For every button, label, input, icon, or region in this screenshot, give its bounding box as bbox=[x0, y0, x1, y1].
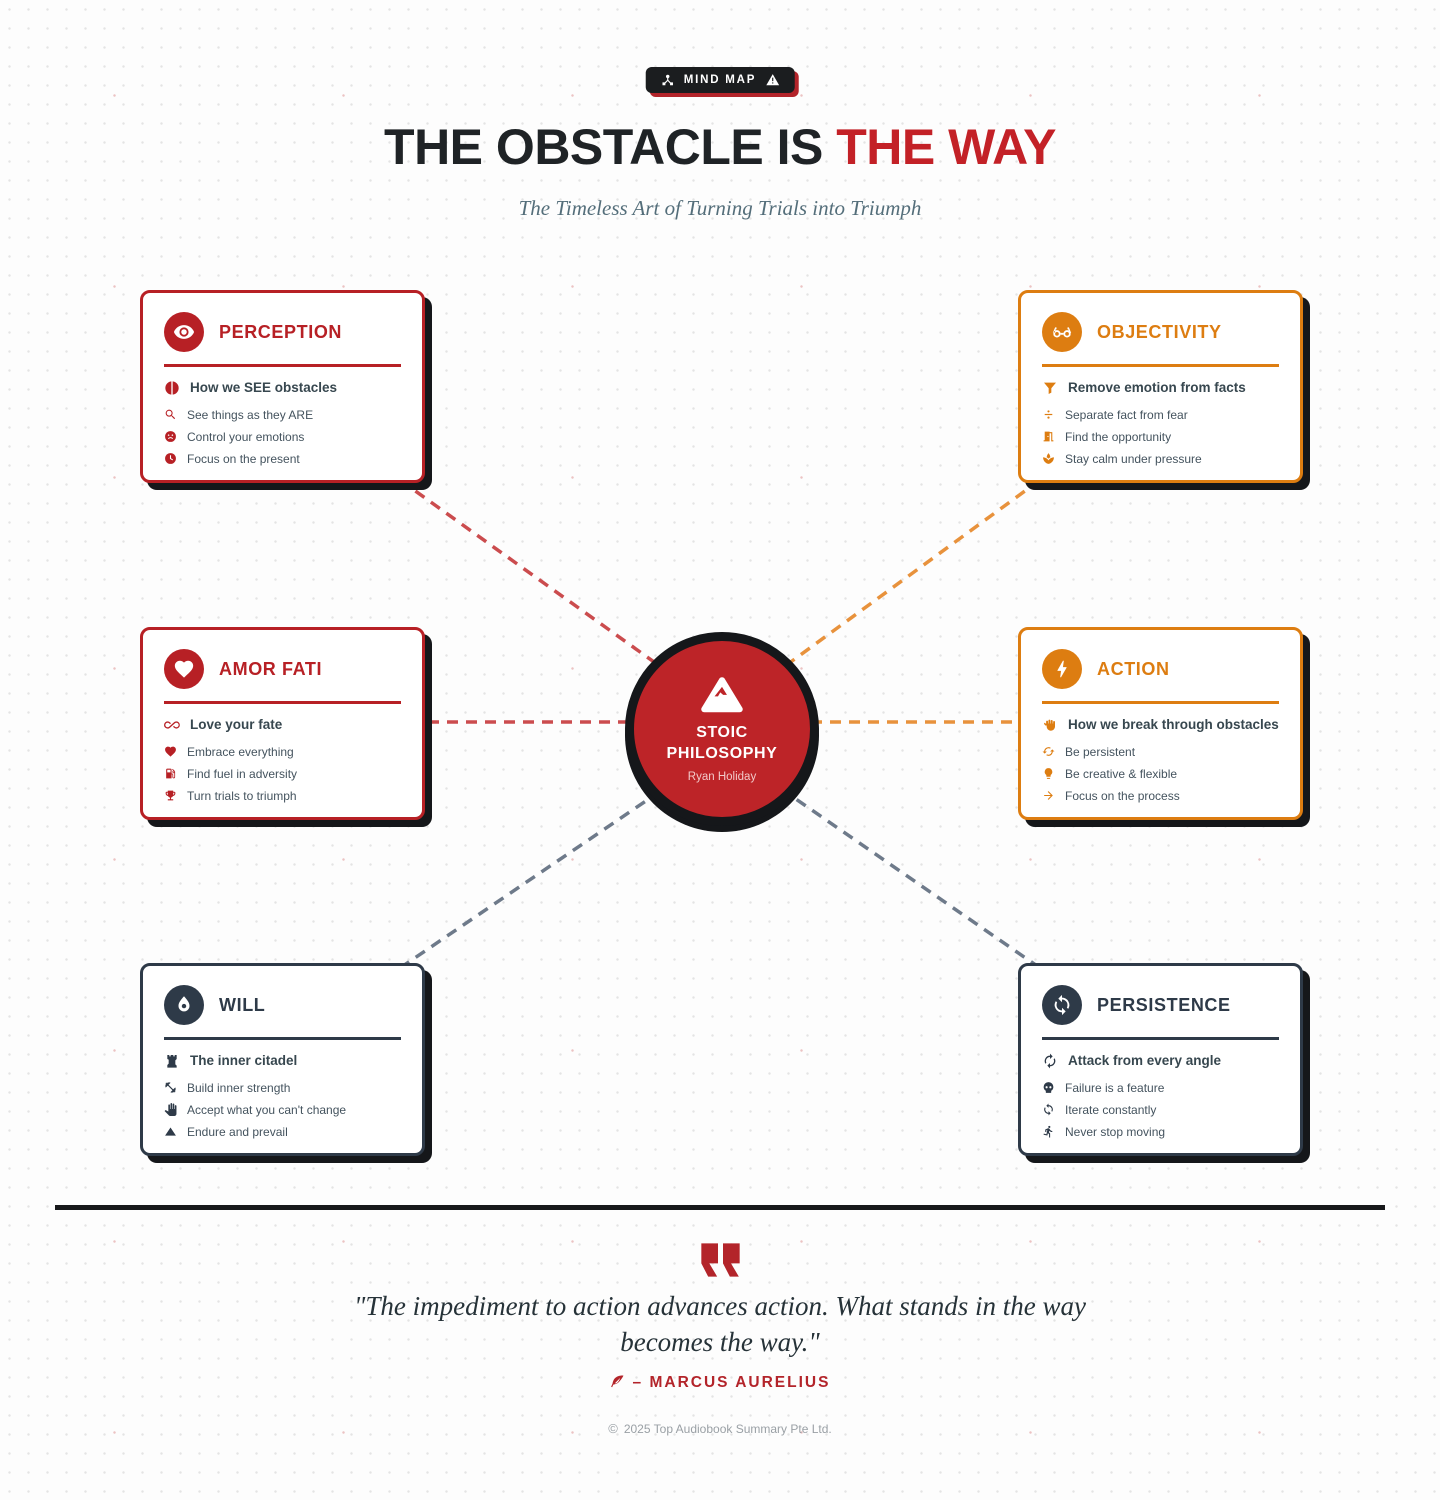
center-title bbox=[667, 723, 778, 765]
loop-icon bbox=[1042, 1103, 1055, 1116]
item-text: Iterate constantly bbox=[1065, 1102, 1157, 1117]
lotus-icon bbox=[1042, 452, 1055, 465]
card-title-objectivity: OBJECTIVITY bbox=[1097, 321, 1222, 342]
lead-text: How we SEE obstacles bbox=[190, 380, 338, 395]
repeat-icon bbox=[1042, 745, 1055, 758]
list-item bbox=[1042, 767, 1279, 781]
list-item bbox=[1042, 789, 1279, 803]
center-title-line2: PHILOSOPHY bbox=[666, 745, 778, 762]
warning-triangle-icon bbox=[765, 73, 779, 87]
item-text: Control your emotions bbox=[187, 429, 305, 444]
card-title-will: WILL bbox=[219, 994, 266, 1015]
bolt-icon bbox=[1042, 649, 1082, 689]
attribution-text: – MARCUS AURELIUS bbox=[632, 1374, 831, 1391]
list-item bbox=[164, 767, 401, 781]
heart-icon bbox=[164, 649, 204, 689]
lead-item bbox=[164, 717, 401, 733]
lead-text: Attack from every angle bbox=[1068, 1053, 1222, 1068]
list-item bbox=[1042, 430, 1279, 444]
card-will bbox=[140, 963, 425, 1156]
lead-item bbox=[164, 1053, 401, 1069]
lead-text: Remove emotion from facts bbox=[1068, 380, 1246, 395]
lead-item bbox=[1042, 717, 1279, 733]
card-amor-fati bbox=[140, 627, 425, 820]
item-text: Be persistent bbox=[1065, 744, 1136, 759]
item-text: Focus on the process bbox=[1065, 788, 1180, 803]
item-text: Endure and prevail bbox=[187, 1124, 288, 1139]
divide-icon bbox=[1042, 408, 1055, 421]
connector-objectivity bbox=[777, 480, 1040, 672]
item-text: Failure is a feature bbox=[1065, 1080, 1165, 1095]
infinity-icon bbox=[164, 717, 180, 733]
lead-item bbox=[164, 380, 401, 396]
heart-icon bbox=[164, 745, 177, 758]
inner-flame-icon bbox=[164, 985, 204, 1025]
badge-label: MIND MAP bbox=[683, 74, 757, 86]
rook-icon bbox=[164, 1053, 180, 1069]
list-item bbox=[164, 408, 401, 422]
lead-text: Love your fate bbox=[190, 717, 283, 732]
skull-icon bbox=[1042, 1081, 1055, 1094]
glasses-icon bbox=[1042, 312, 1082, 352]
card-title-amor-fati: AMOR FATI bbox=[219, 658, 323, 679]
list-item bbox=[164, 452, 401, 466]
item-text: Build inner strength bbox=[187, 1080, 291, 1095]
card-divider bbox=[1042, 364, 1279, 367]
title-accent: THE WAY bbox=[836, 119, 1056, 175]
sad-face-icon bbox=[164, 430, 177, 443]
list-item bbox=[1042, 408, 1279, 422]
bulb-icon bbox=[1042, 767, 1055, 780]
door-icon bbox=[1042, 430, 1055, 443]
fist-icon bbox=[1042, 717, 1058, 733]
card-persistence bbox=[1018, 963, 1303, 1156]
list-item bbox=[164, 789, 401, 803]
card-divider bbox=[164, 701, 401, 704]
item-text: Turn trials to triumph bbox=[187, 788, 297, 803]
item-text: Find fuel in adversity bbox=[187, 766, 298, 781]
title-prefix: THE OBSTACLE IS bbox=[384, 119, 823, 175]
card-divider bbox=[1042, 701, 1279, 704]
eye-icon bbox=[164, 312, 204, 352]
network-icon bbox=[661, 73, 675, 87]
list-item bbox=[164, 1081, 401, 1095]
lead-item bbox=[1042, 1053, 1279, 1069]
item-text: Separate fact from fear bbox=[1065, 407, 1188, 422]
dumbbell-icon bbox=[164, 1081, 177, 1094]
mind-map-badge bbox=[646, 67, 795, 93]
card-title-persistence: PERSISTENCE bbox=[1097, 994, 1231, 1015]
item-text: Be creative & flexible bbox=[1065, 766, 1178, 781]
item-text: Embrace everything bbox=[187, 744, 294, 759]
sync-icon bbox=[1042, 985, 1082, 1025]
list-item bbox=[1042, 745, 1279, 759]
card-title-perception: PERCEPTION bbox=[219, 321, 343, 342]
palm-icon bbox=[164, 1103, 177, 1116]
list-item bbox=[1042, 452, 1279, 466]
mountain-icon bbox=[164, 1125, 177, 1138]
list-item bbox=[1042, 1103, 1279, 1117]
item-text: Never stop moving bbox=[1065, 1124, 1166, 1139]
card-objectivity bbox=[1018, 290, 1303, 483]
item-text: Stay calm under pressure bbox=[1065, 451, 1202, 466]
gas-pump-icon bbox=[164, 767, 177, 780]
connector-will bbox=[400, 788, 665, 968]
copyright-text: 2025 Top Audiobook Summary Pte Ltd. bbox=[623, 1422, 832, 1436]
rotate-icon bbox=[1042, 1053, 1058, 1069]
center-title-line1: STOIC bbox=[696, 724, 748, 742]
item-text: Focus on the present bbox=[187, 451, 300, 466]
list-item bbox=[164, 430, 401, 444]
card-title-action: ACTION bbox=[1097, 658, 1170, 679]
clock-icon bbox=[164, 452, 177, 465]
trophy-icon bbox=[164, 789, 177, 802]
quote-text: "The impediment to action advances action. What stands in the way becomes the way." bbox=[354, 1291, 1086, 1358]
copyright-icon: © bbox=[608, 1421, 618, 1436]
item-text: Find the opportunity bbox=[1065, 429, 1172, 444]
mountain-icon bbox=[698, 675, 746, 717]
list-item bbox=[1042, 1125, 1279, 1139]
item-text: See things as they ARE bbox=[187, 407, 314, 422]
card-divider bbox=[1042, 1037, 1279, 1040]
page-subtitle: The Timeless Art of Turning Trials into Triumph bbox=[518, 196, 922, 220]
center-node-stoic-philosophy bbox=[625, 632, 819, 826]
card-perception bbox=[140, 290, 425, 483]
connector-perception bbox=[400, 480, 668, 672]
card-divider bbox=[164, 364, 401, 367]
lead-item bbox=[1042, 380, 1279, 396]
card-divider bbox=[164, 1037, 401, 1040]
runner-icon bbox=[1042, 1125, 1055, 1138]
list-item bbox=[164, 1125, 401, 1139]
center-author: Ryan Holiday bbox=[687, 770, 757, 783]
list-item bbox=[164, 745, 401, 759]
card-action bbox=[1018, 627, 1303, 820]
lead-text: How we break through obstacles bbox=[1068, 717, 1279, 732]
lead-text: The inner citadel bbox=[190, 1053, 298, 1068]
contrast-icon bbox=[164, 380, 180, 396]
item-text: Accept what you can't change bbox=[187, 1102, 347, 1117]
funnel-icon bbox=[1042, 380, 1058, 396]
list-item bbox=[1042, 1081, 1279, 1095]
search-icon bbox=[164, 408, 177, 421]
list-item bbox=[164, 1103, 401, 1117]
connector-persistence bbox=[780, 788, 1040, 968]
arrow-right-icon bbox=[1042, 789, 1055, 802]
